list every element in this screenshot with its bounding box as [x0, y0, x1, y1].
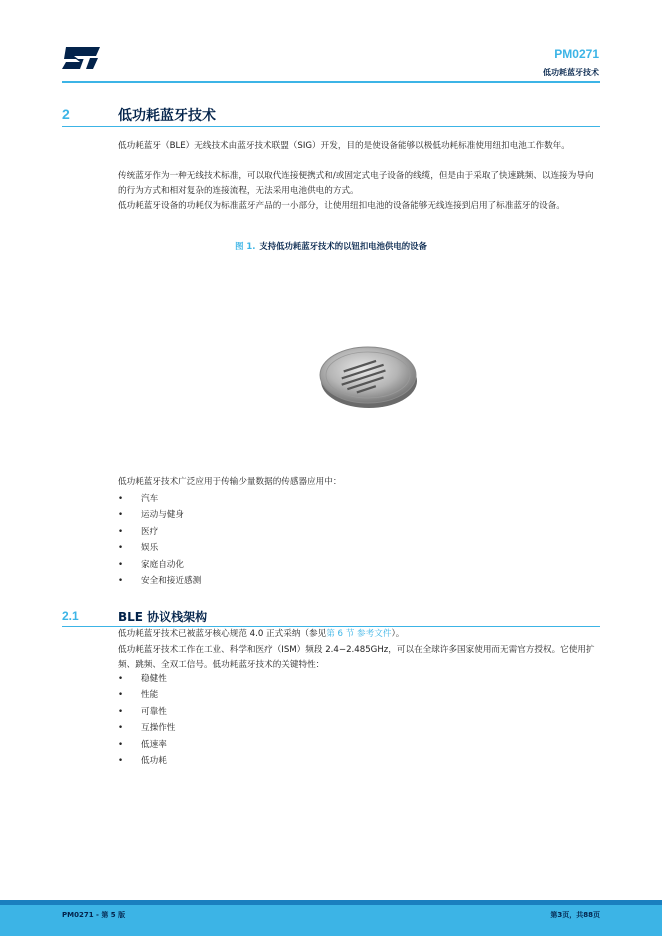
figure-caption: [0, 240, 662, 252]
footer-stripe: [0, 900, 662, 905]
header-rule: [62, 81, 600, 83]
header-doc-subtitle: 低功耗蓝牙技术: [543, 68, 599, 77]
list-item: • 稳健性: [118, 671, 175, 687]
st-logo: [60, 44, 102, 70]
list-item: • 医疗: [118, 524, 201, 540]
list-item: • 运动与健身: [118, 507, 201, 523]
list-item: • 低速率: [118, 737, 175, 753]
bullet: •: [118, 543, 124, 554]
bullet: •: [118, 674, 124, 684]
application-list: [118, 491, 201, 589]
paragraph: 低功耗蓝牙设备的功耗仅为标准蓝牙产品的一小部分，让使用纽扣电池的设备能够无线连接到启用了标准蓝牙的设备。: [118, 201, 565, 211]
list-item: • 安全和接近感测: [118, 573, 201, 589]
paragraph: 低功耗蓝牙技术工作在工业、科学和医疗（ISM）频段 2.4−2.485GHz，可以在全球许多国家使用而无需官方授权。它使用扩频、跳频、全双工信号。低功耗蓝牙技术的关键特性：: [118, 645, 595, 670]
subsection-title: BLE 协议栈架构: [118, 610, 208, 624]
footer-doc-revision: PM0271 - 第 5 版: [62, 911, 126, 919]
section-title: 低功耗蓝牙技术: [118, 108, 216, 124]
list-item: • 性能: [118, 687, 175, 703]
bullet: •: [118, 575, 124, 586]
figure-label: 图 1.: [235, 241, 256, 251]
list-item: • 娱乐: [118, 540, 201, 556]
list-item: • 互操作性: [118, 720, 175, 736]
subsection-number: 2.1: [62, 609, 79, 623]
list-item: • 可靠性: [118, 704, 175, 720]
list-item: • 汽车: [118, 491, 201, 507]
paragraph: 低功耗蓝牙（BLE）无线技术由蓝牙技术联盟（SIG）开发，目的是使设备能够以极低功耗标准使用纽扣电池工作数年。: [118, 141, 570, 151]
figure-caption-text: 支持低功耗蓝牙技术的以钮扣电池供电的设备: [259, 241, 427, 251]
feature-list: [118, 671, 175, 769]
paragraph: 低功耗蓝牙技术广泛应用于传输少量数据的传感器应用中：: [118, 477, 342, 487]
coin-cell-battery-image: [316, 337, 420, 411]
section-number: 2: [62, 106, 70, 122]
list-item: • 低功耗: [118, 753, 175, 769]
bullet: •: [118, 755, 124, 766]
bullet: •: [118, 723, 124, 734]
reference-link[interactable]: 第 6 节 参考文件: [326, 629, 392, 639]
bullet: •: [118, 494, 124, 504]
bullet: •: [118, 510, 124, 521]
bullet: •: [118, 526, 124, 537]
list-item: • 家庭自动化: [118, 557, 201, 573]
header-doc-code: PM0271: [554, 47, 599, 61]
section-rule: [62, 126, 600, 127]
bullet: •: [118, 706, 124, 717]
paragraph: 低功耗蓝牙技术已被蓝牙核心规范 4.0 正式采纳（参见第 6 节 参考文件）。: [118, 629, 405, 639]
bullet: •: [118, 690, 124, 701]
bullet: •: [118, 739, 124, 750]
paragraph: 传统蓝牙作为一种无线技术标准，可以取代连接便携式和/或固定式电子设备的线缆，但是由于采取了快速跳频、以连接为导向的行为方式和相对复杂的连接流程，无法采用电池供电的方式。: [118, 171, 594, 196]
footer-page-number: 第3页，共88页: [550, 911, 600, 919]
bullet: •: [118, 559, 124, 570]
